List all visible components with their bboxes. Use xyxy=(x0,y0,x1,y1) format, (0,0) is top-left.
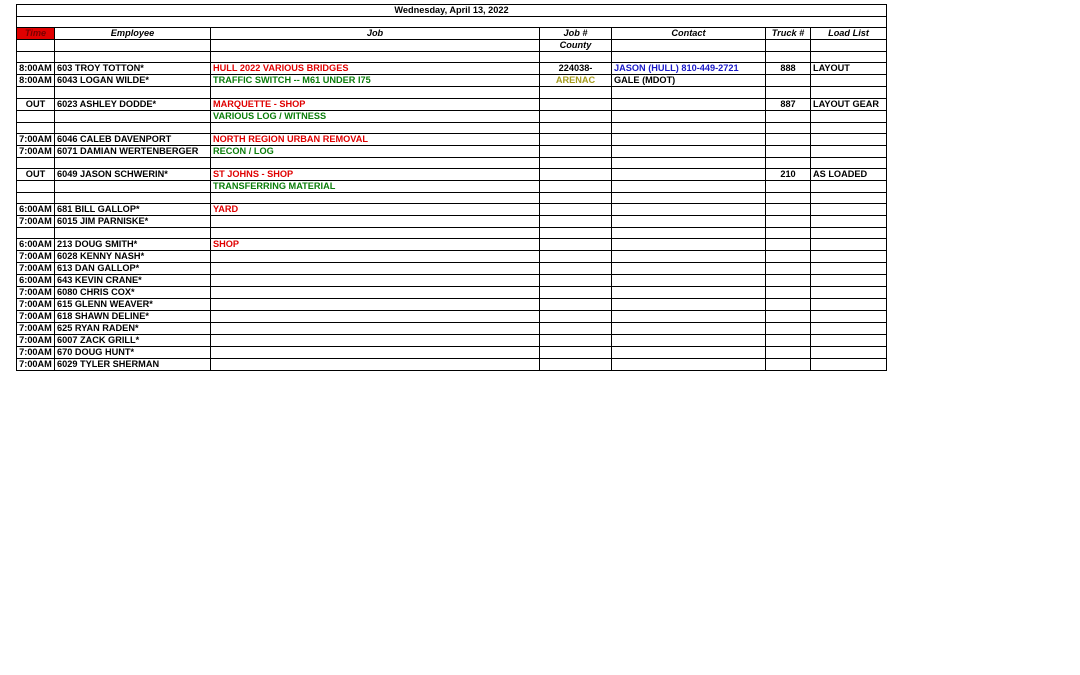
table-row xyxy=(17,192,887,203)
table-row xyxy=(17,228,887,239)
cell-time: 7:00AM xyxy=(17,145,55,157)
cell-employee: 681 BILL GALLOP* xyxy=(55,204,211,216)
cell-jobnum xyxy=(540,133,612,145)
table-row xyxy=(17,216,887,228)
cell-load-list xyxy=(811,311,887,323)
cell-time: 6:00AM xyxy=(17,275,55,287)
cell-employee: 6043 LOGAN WILDE* xyxy=(55,75,211,87)
cell-jobnum xyxy=(540,359,612,371)
cell-time: OUT xyxy=(17,98,55,110)
cell-job xyxy=(211,192,540,203)
cell-truck xyxy=(766,87,811,98)
cell-time: 7:00AM xyxy=(17,251,55,263)
cell-time xyxy=(17,122,55,133)
cell-truck xyxy=(766,335,811,347)
table-row xyxy=(17,98,887,110)
header-time: Time xyxy=(17,28,55,40)
blank-row xyxy=(17,17,887,28)
blank-cell xyxy=(17,17,887,28)
cell-jobnum xyxy=(540,287,612,299)
cell-employee xyxy=(55,180,211,192)
cell-job: RECON / LOG xyxy=(211,145,540,157)
subheader-blank xyxy=(811,40,887,52)
cell-truck xyxy=(766,323,811,335)
cell-contact xyxy=(612,168,766,180)
cell-job xyxy=(211,347,540,359)
cell-load-list xyxy=(811,180,887,192)
cell-time xyxy=(17,228,55,239)
cell-time xyxy=(17,180,55,192)
cell-jobnum xyxy=(540,263,612,275)
table-row xyxy=(17,299,887,311)
cell-jobnum xyxy=(540,275,612,287)
cell-job xyxy=(211,323,540,335)
cell-load-list xyxy=(811,359,887,371)
cell-job xyxy=(211,311,540,323)
cell-truck xyxy=(766,122,811,133)
header-county: County xyxy=(540,40,612,52)
cell-jobnum xyxy=(540,168,612,180)
cell-load-list: LAYOUT xyxy=(811,63,887,75)
cell-time: 7:00AM xyxy=(17,323,55,335)
cell-jobnum xyxy=(540,228,612,239)
cell-load-list xyxy=(811,263,887,275)
cell-truck xyxy=(766,287,811,299)
table-row xyxy=(17,145,887,157)
cell-job: TRANSFERRING MATERIAL xyxy=(211,180,540,192)
cell-job xyxy=(211,359,540,371)
cell-employee: 6049 JASON SCHWERIN* xyxy=(55,168,211,180)
cell-truck: 887 xyxy=(766,98,811,110)
cell-contact: JASON (HULL) 810-449-2721 xyxy=(612,63,766,75)
cell-employee: 615 GLENN WEAVER* xyxy=(55,299,211,311)
cell-contact xyxy=(612,87,766,98)
header-truck: Truck # xyxy=(766,28,811,40)
cell-job xyxy=(211,52,540,63)
cell-jobnum: ARENAC xyxy=(540,75,612,87)
cell-load-list xyxy=(811,299,887,311)
cell-jobnum xyxy=(540,87,612,98)
table-row xyxy=(17,204,887,216)
table-row xyxy=(17,347,887,359)
cell-contact xyxy=(612,335,766,347)
cell-jobnum xyxy=(540,180,612,192)
cell-time xyxy=(17,192,55,203)
cell-employee: 213 DOUG SMITH* xyxy=(55,239,211,251)
cell-job: TRAFFIC SWITCH -- M61 UNDER I75 xyxy=(211,75,540,87)
cell-job xyxy=(211,122,540,133)
cell-job xyxy=(211,228,540,239)
cell-time: 7:00AM xyxy=(17,133,55,145)
cell-employee: 618 SHAWN DELINE* xyxy=(55,311,211,323)
cell-time: 7:00AM xyxy=(17,347,55,359)
table-row xyxy=(17,311,887,323)
cell-employee: 6028 KENNY NASH* xyxy=(55,251,211,263)
cell-truck xyxy=(766,145,811,157)
cell-employee: 6007 ZACK GRILL* xyxy=(55,335,211,347)
table-row xyxy=(17,63,887,75)
cell-employee xyxy=(55,192,211,203)
table-row xyxy=(17,75,887,87)
cell-truck xyxy=(766,75,811,87)
cell-job: ST JOHNS - SHOP xyxy=(211,168,540,180)
cell-load-list xyxy=(811,87,887,98)
cell-truck xyxy=(766,157,811,168)
cell-job xyxy=(211,287,540,299)
cell-employee: 603 TROY TOTTON* xyxy=(55,63,211,75)
cell-jobnum xyxy=(540,251,612,263)
cell-jobnum xyxy=(540,323,612,335)
cell-jobnum: 224038- xyxy=(540,63,612,75)
cell-jobnum xyxy=(540,98,612,110)
table-row xyxy=(17,122,887,133)
cell-truck xyxy=(766,263,811,275)
cell-contact xyxy=(612,216,766,228)
cell-contact xyxy=(612,157,766,168)
cell-job xyxy=(211,251,540,263)
cell-contact xyxy=(612,359,766,371)
cell-load-list xyxy=(811,75,887,87)
cell-job: VARIOUS LOG / WITNESS xyxy=(211,110,540,122)
cell-truck xyxy=(766,311,811,323)
subheader-blank xyxy=(55,40,211,52)
table-row xyxy=(17,52,887,63)
cell-load-list xyxy=(811,287,887,299)
cell-load-list xyxy=(811,216,887,228)
cell-contact xyxy=(612,98,766,110)
cell-time: 7:00AM xyxy=(17,335,55,347)
cell-job: HULL 2022 VARIOUS BRIDGES xyxy=(211,63,540,75)
cell-jobnum xyxy=(540,239,612,251)
cell-time: 6:00AM xyxy=(17,239,55,251)
cell-time: 7:00AM xyxy=(17,359,55,371)
schedule-sheet xyxy=(16,4,887,371)
cell-contact xyxy=(612,251,766,263)
cell-job: SHOP xyxy=(211,239,540,251)
cell-jobnum xyxy=(540,347,612,359)
cell-contact xyxy=(612,122,766,133)
cell-job xyxy=(211,335,540,347)
cell-employee xyxy=(55,87,211,98)
cell-truck xyxy=(766,251,811,263)
table-row xyxy=(17,110,887,122)
cell-truck: 210 xyxy=(766,168,811,180)
cell-jobnum xyxy=(540,122,612,133)
cell-employee: 613 DAN GALLOP* xyxy=(55,263,211,275)
cell-truck xyxy=(766,204,811,216)
cell-truck xyxy=(766,359,811,371)
table-row xyxy=(17,335,887,347)
header-contact: Contact xyxy=(612,28,766,40)
cell-contact xyxy=(612,110,766,122)
table-row xyxy=(17,157,887,168)
cell-job xyxy=(211,299,540,311)
cell-contact xyxy=(612,180,766,192)
cell-employee: 670 DOUG HUNT* xyxy=(55,347,211,359)
header-load-list: Load List xyxy=(811,28,887,40)
table-row xyxy=(17,263,887,275)
subheader-blank xyxy=(612,40,766,52)
cell-employee: 6046 CALEB DAVENPORT xyxy=(55,133,211,145)
subheader-blank xyxy=(211,40,540,52)
cell-time: 7:00AM xyxy=(17,263,55,275)
cell-time xyxy=(17,52,55,63)
header-employee: Employee xyxy=(55,28,211,40)
cell-jobnum xyxy=(540,192,612,203)
cell-employee xyxy=(55,122,211,133)
cell-time: 8:00AM xyxy=(17,75,55,87)
table-row xyxy=(17,287,887,299)
cell-jobnum xyxy=(540,311,612,323)
table-row xyxy=(17,239,887,251)
cell-employee xyxy=(55,228,211,239)
cell-contact xyxy=(612,145,766,157)
cell-employee: 6080 CHRIS COX* xyxy=(55,287,211,299)
cell-jobnum xyxy=(540,204,612,216)
cell-contact xyxy=(612,311,766,323)
cell-contact xyxy=(612,323,766,335)
cell-job: MARQUETTE - SHOP xyxy=(211,98,540,110)
cell-contact xyxy=(612,239,766,251)
cell-time: 7:00AM xyxy=(17,311,55,323)
cell-employee: 625 RYAN RADEN* xyxy=(55,323,211,335)
cell-time: 7:00AM xyxy=(17,299,55,311)
table-row xyxy=(17,168,887,180)
cell-job xyxy=(211,87,540,98)
table-row xyxy=(17,323,887,335)
cell-contact xyxy=(612,299,766,311)
cell-time: OUT xyxy=(17,168,55,180)
cell-load-list xyxy=(811,251,887,263)
cell-load-list xyxy=(811,52,887,63)
cell-truck xyxy=(766,228,811,239)
cell-load-list xyxy=(811,133,887,145)
cell-jobnum xyxy=(540,335,612,347)
cell-time: 8:00AM xyxy=(17,63,55,75)
table-row xyxy=(17,180,887,192)
cell-jobnum xyxy=(540,145,612,157)
cell-jobnum xyxy=(540,52,612,63)
cell-contact xyxy=(612,275,766,287)
cell-employee: 6015 JIM PARNISKE* xyxy=(55,216,211,228)
header-job: Job xyxy=(211,28,540,40)
cell-jobnum xyxy=(540,157,612,168)
cell-truck xyxy=(766,110,811,122)
table-row xyxy=(17,251,887,263)
cell-contact xyxy=(612,133,766,145)
cell-truck xyxy=(766,347,811,359)
cell-employee: 6023 ASHLEY DODDE* xyxy=(55,98,211,110)
cell-time xyxy=(17,157,55,168)
cell-employee: 6029 TYLER SHERMAN xyxy=(55,359,211,371)
cell-contact xyxy=(612,204,766,216)
cell-job: YARD xyxy=(211,204,540,216)
cell-truck xyxy=(766,192,811,203)
cell-contact: GALE (MDOT) xyxy=(612,75,766,87)
header-jobnum: Job # xyxy=(540,28,612,40)
cell-employee: 643 KEVIN CRANE* xyxy=(55,275,211,287)
cell-time xyxy=(17,87,55,98)
cell-contact xyxy=(612,52,766,63)
header-row xyxy=(17,28,887,40)
cell-time: 7:00AM xyxy=(17,216,55,228)
subheader-blank xyxy=(17,40,55,52)
cell-contact xyxy=(612,192,766,203)
cell-job xyxy=(211,275,540,287)
cell-load-list: LAYOUT GEAR xyxy=(811,98,887,110)
cell-contact xyxy=(612,263,766,275)
cell-truck xyxy=(766,180,811,192)
cell-time: 7:00AM xyxy=(17,287,55,299)
cell-employee: 6071 DAMIAN WERTENBERGER xyxy=(55,145,211,157)
cell-truck xyxy=(766,52,811,63)
cell-load-list xyxy=(811,335,887,347)
cell-load-list xyxy=(811,145,887,157)
subheader-row xyxy=(17,40,887,52)
cell-contact xyxy=(612,347,766,359)
cell-load-list xyxy=(811,323,887,335)
subheader-blank xyxy=(766,40,811,52)
cell-contact xyxy=(612,287,766,299)
cell-job: NORTH REGION URBAN REMOVAL xyxy=(211,133,540,145)
cell-load-list xyxy=(811,228,887,239)
cell-load-list xyxy=(811,122,887,133)
cell-jobnum xyxy=(540,110,612,122)
cell-truck xyxy=(766,133,811,145)
cell-load-list xyxy=(811,275,887,287)
cell-load-list: AS LOADED xyxy=(811,168,887,180)
cell-load-list xyxy=(811,347,887,359)
cell-employee xyxy=(55,110,211,122)
title-row xyxy=(17,5,887,17)
table-row xyxy=(17,275,887,287)
cell-load-list xyxy=(811,204,887,216)
cell-load-list xyxy=(811,192,887,203)
cell-employee xyxy=(55,52,211,63)
cell-truck xyxy=(766,239,811,251)
cell-truck: 888 xyxy=(766,63,811,75)
cell-truck xyxy=(766,299,811,311)
cell-job xyxy=(211,216,540,228)
cell-jobnum xyxy=(540,299,612,311)
cell-truck xyxy=(766,275,811,287)
cell-time xyxy=(17,110,55,122)
cell-truck xyxy=(766,216,811,228)
cell-jobnum xyxy=(540,216,612,228)
table-row xyxy=(17,359,887,371)
sheet-title: Wednesday, April 13, 2022 xyxy=(17,5,887,17)
cell-load-list xyxy=(811,110,887,122)
cell-time: 6:00AM xyxy=(17,204,55,216)
cell-load-list xyxy=(811,157,887,168)
cell-job xyxy=(211,263,540,275)
table-row xyxy=(17,87,887,98)
cell-employee xyxy=(55,157,211,168)
cell-load-list xyxy=(811,239,887,251)
cell-contact xyxy=(612,228,766,239)
cell-job xyxy=(211,157,540,168)
table-row xyxy=(17,133,887,145)
